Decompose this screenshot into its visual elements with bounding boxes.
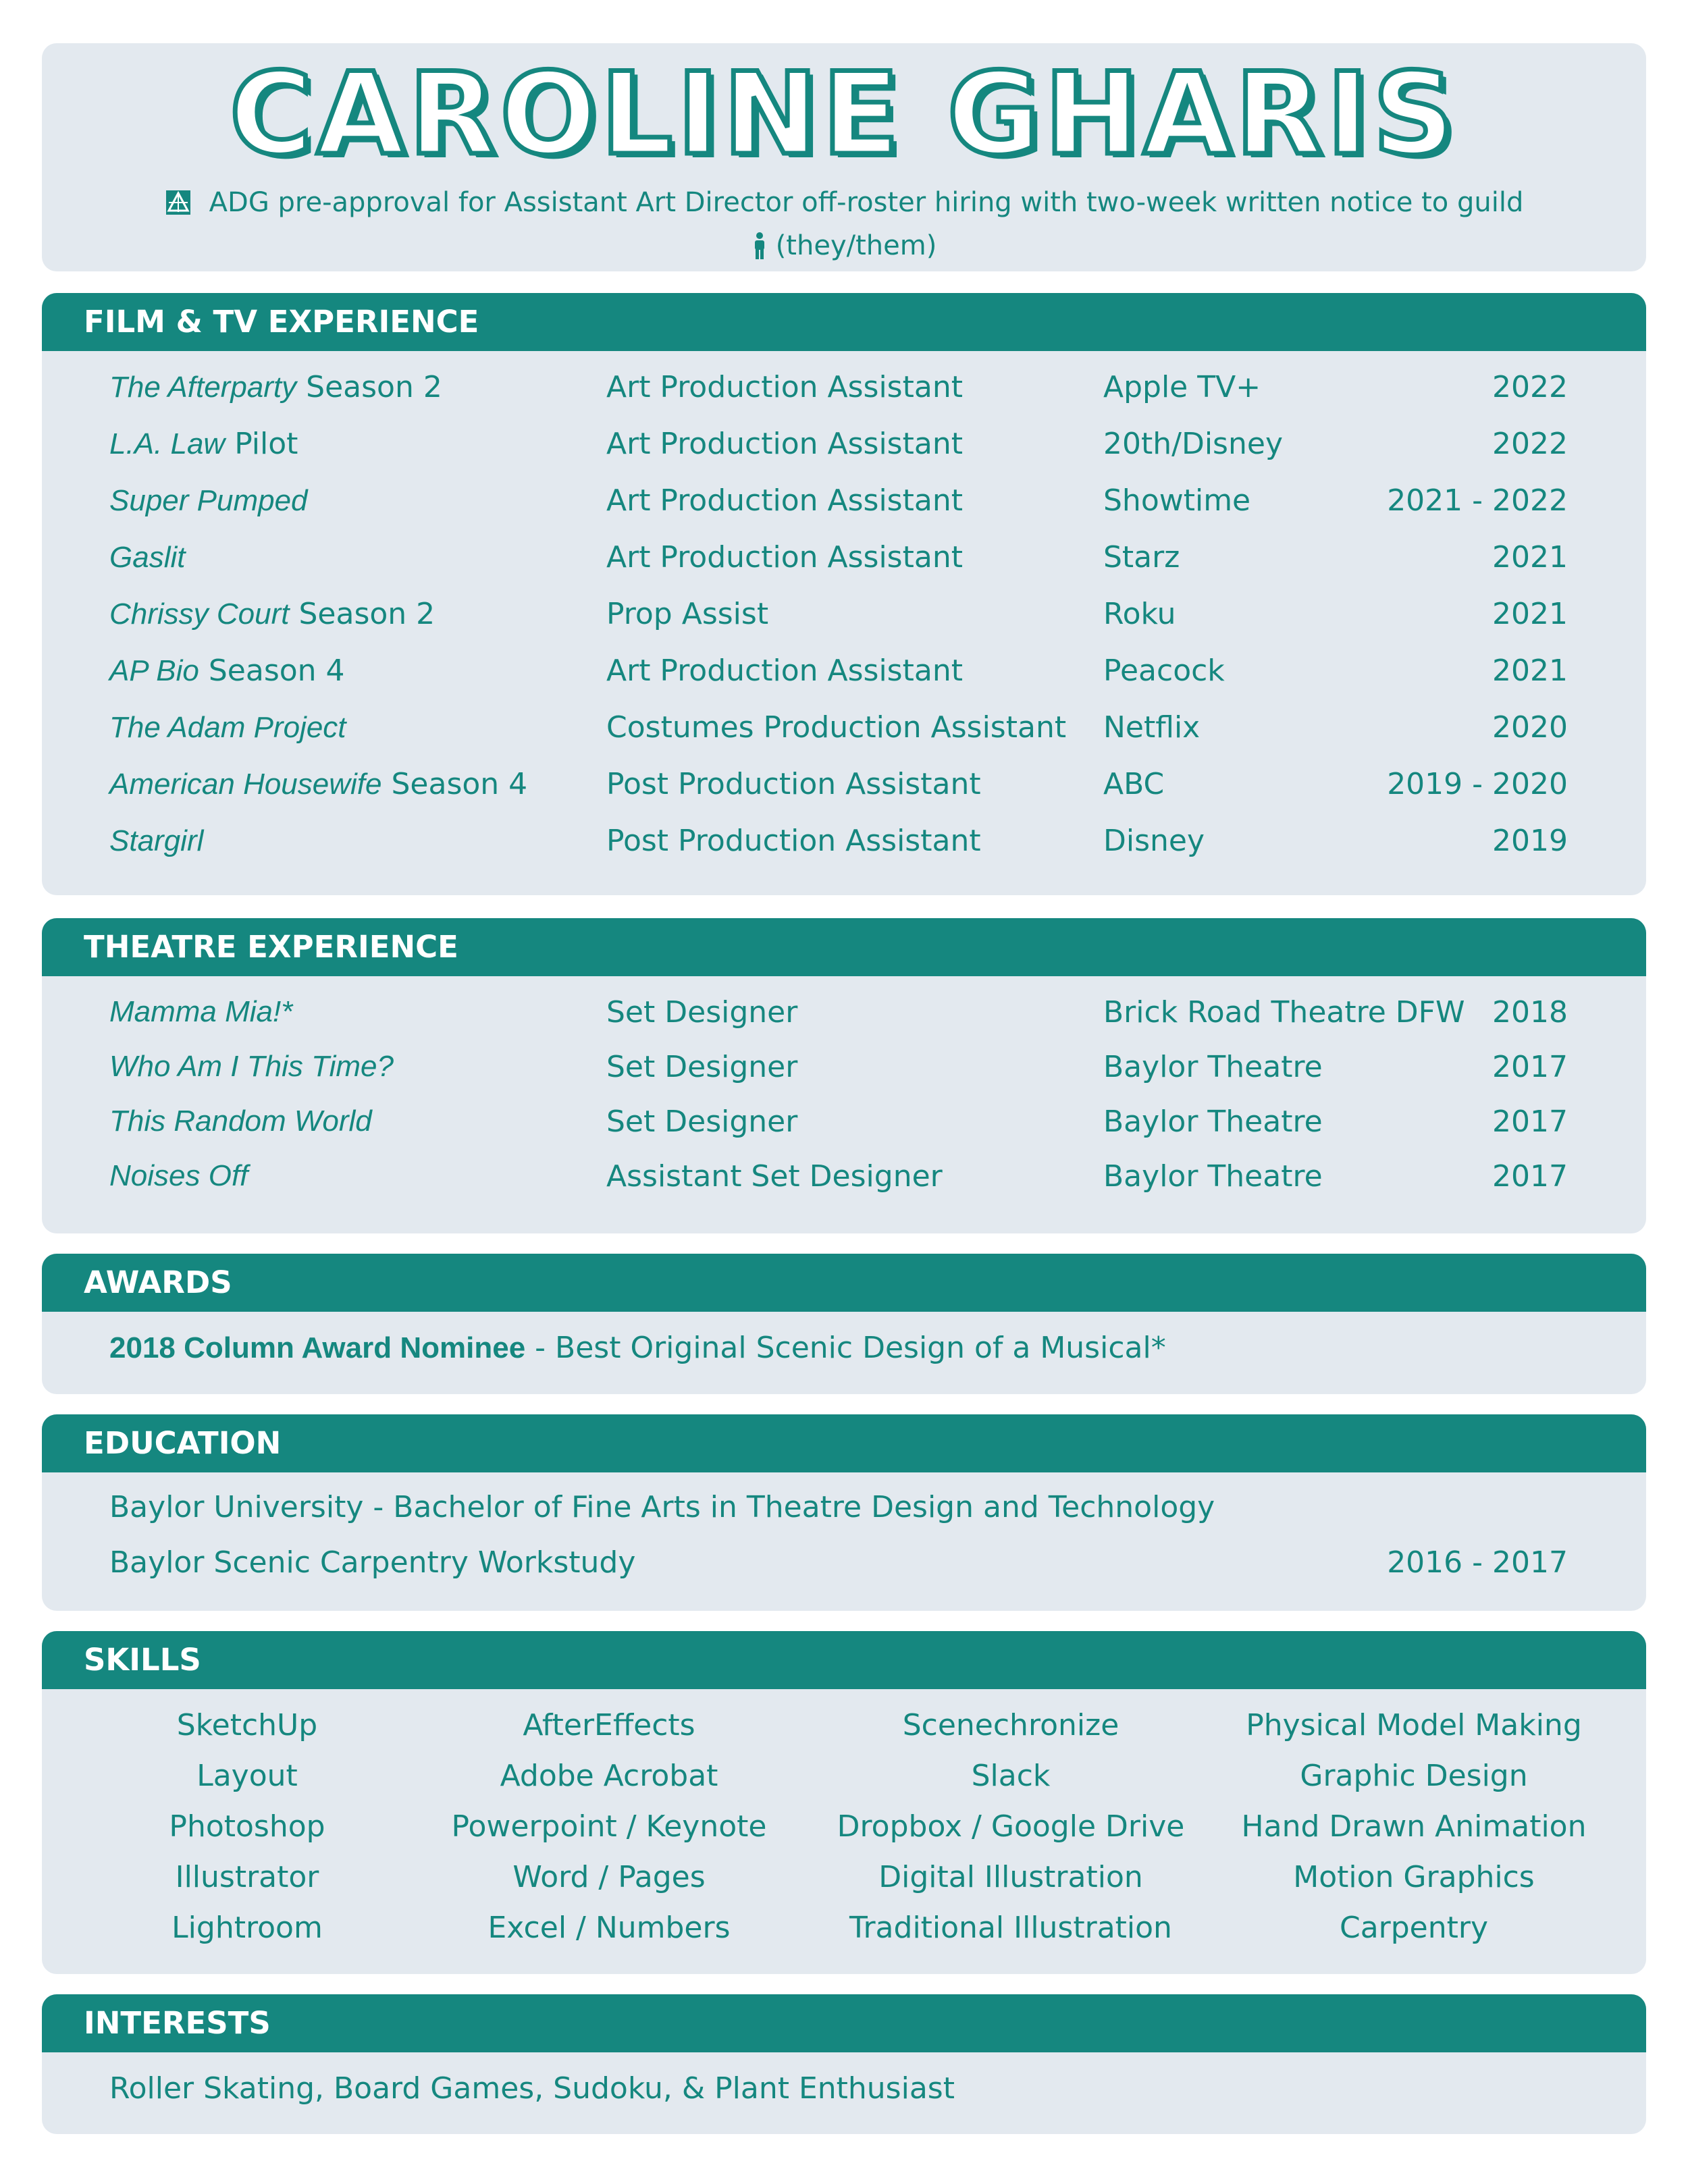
- show-role: Costumes Production Assistant: [606, 710, 1067, 745]
- film-tv-heading: FILM & TV EXPERIENCE: [42, 293, 1646, 351]
- show-title: Stargirl: [109, 824, 204, 857]
- skill-item: Carpentry: [1339, 1911, 1489, 1945]
- show-title: The Adam Project: [109, 711, 346, 744]
- show-network: Netflix: [1103, 710, 1201, 745]
- show-network: Roku: [1103, 597, 1176, 631]
- table-row: [42, 757, 1646, 814]
- skill-item: SketchUp: [176, 1708, 318, 1742]
- show-year: 2021 - 2022: [1387, 483, 1568, 518]
- show-role: Art Production Assistant: [606, 483, 963, 518]
- skill-item: Graphic Design: [1300, 1759, 1528, 1793]
- theatre-list: [42, 976, 1646, 1204]
- show-season: Pilot: [225, 427, 298, 461]
- show-role: Prop Assist: [606, 597, 769, 631]
- production-year: 2017: [1492, 1050, 1568, 1084]
- table-row: [42, 1040, 1646, 1095]
- skill-item: Powerpoint / Keynote: [451, 1809, 767, 1844]
- show-season: Season 2: [289, 597, 436, 631]
- skill-item: Adobe Acrobat: [500, 1759, 718, 1793]
- production-title: Who Am I This Time?: [109, 1050, 394, 1083]
- show-network: ABC: [1103, 767, 1165, 801]
- show-role: Post Production Assistant: [606, 767, 981, 801]
- show-role: Art Production Assistant: [606, 370, 963, 404]
- show-role: Art Production Assistant: [606, 540, 963, 575]
- production-year: 2017: [1492, 1104, 1568, 1139]
- show-title-cell: [109, 483, 308, 518]
- table-row: [42, 361, 1646, 417]
- show-title: Super Pumped: [109, 484, 308, 517]
- show-role: Art Production Assistant: [606, 654, 963, 688]
- show-season: Season 2: [296, 370, 442, 404]
- award-detail: - Best Original Scenic Design of a Musical*: [525, 1331, 1166, 1365]
- education-heading: EDUCATION: [42, 1414, 1646, 1472]
- show-title-cell: [109, 654, 345, 688]
- show-year: 2021: [1492, 540, 1568, 575]
- show-title-cell: [109, 427, 298, 461]
- skill-item: Traditional Illustration: [849, 1911, 1172, 1945]
- skills-heading: SKILLS: [42, 1631, 1646, 1689]
- show-network: 20th/Disney: [1103, 427, 1283, 461]
- pronouns-text: (they/them): [775, 230, 937, 261]
- skill-item: Lightroom: [172, 1911, 323, 1945]
- table-row: [42, 814, 1646, 871]
- interests-section: [42, 1994, 1646, 2134]
- candidate-name: CAROLINE GHARIS: [229, 48, 1459, 180]
- show-title-cell: [109, 597, 435, 631]
- award-line: [42, 1312, 1646, 1365]
- show-network: Peacock: [1103, 654, 1225, 688]
- show-title: Gaslit: [109, 541, 186, 574]
- film-tv-section: [42, 293, 1646, 895]
- skill-item: Hand Drawn Animation: [1241, 1809, 1587, 1844]
- show-title-cell: [109, 824, 203, 858]
- skills-section: [42, 1631, 1646, 1974]
- skill-item: Scenechronize: [902, 1708, 1119, 1742]
- skills-grid: [42, 1689, 1646, 1953]
- production-role: Set Designer: [606, 1104, 798, 1139]
- show-season: Season 4: [199, 654, 345, 688]
- skill-item: Dropbox / Google Drive: [837, 1809, 1185, 1844]
- show-network: Disney: [1103, 824, 1205, 858]
- person-icon: [751, 232, 768, 260]
- show-season: Season 4: [381, 767, 528, 801]
- header-card: [42, 43, 1646, 271]
- show-year: 2019 - 2020: [1387, 767, 1568, 801]
- production-venue: Brick Road Theatre DFW: [1103, 995, 1465, 1030]
- awards-section: [42, 1254, 1646, 1394]
- production-title: Mamma Mia!*: [109, 995, 293, 1028]
- production-year: 2018: [1492, 995, 1568, 1030]
- interests-text: Roller Skating, Board Games, Sudoku, & Plant Enthusiast: [109, 2071, 955, 2106]
- show-role: Art Production Assistant: [606, 427, 963, 461]
- show-title-cell: [109, 710, 346, 745]
- production-role: Set Designer: [606, 1050, 798, 1084]
- production-venue: Baylor Theatre: [1103, 1159, 1323, 1194]
- skill-item: Layout: [196, 1759, 298, 1793]
- production-role: Assistant Set Designer: [606, 1159, 943, 1194]
- film-tv-list: [42, 351, 1646, 871]
- education-line: [42, 1545, 1646, 1601]
- skill-item: Slack: [971, 1759, 1051, 1793]
- show-title: American Housewife: [109, 768, 382, 801]
- pronouns: [42, 225, 1646, 266]
- interests-line: [42, 2052, 1646, 2106]
- theatre-heading: THEATRE EXPERIENCE: [42, 918, 1646, 976]
- production-role: Set Designer: [606, 995, 798, 1030]
- show-role: Post Production Assistant: [606, 824, 981, 858]
- skill-item: Word / Pages: [512, 1860, 706, 1894]
- show-title-cell: [109, 767, 527, 801]
- table-row: [42, 701, 1646, 757]
- production-venue: Baylor Theatre: [1103, 1050, 1323, 1084]
- show-title-cell: [109, 370, 442, 404]
- education-degree: Baylor University - Bachelor of Fine Arts in Theatre Design and Technology: [109, 1490, 1215, 1524]
- skill-item: Illustrator: [175, 1860, 319, 1894]
- show-year: 2021: [1492, 654, 1568, 688]
- table-row: [42, 531, 1646, 587]
- show-network: Apple TV+: [1103, 370, 1261, 404]
- show-title: The Afterparty: [109, 371, 297, 404]
- table-row: [42, 986, 1646, 1040]
- show-year: 2020: [1492, 710, 1568, 745]
- show-year: 2019: [1492, 824, 1568, 858]
- guild-note-text: ADG pre-approval for Assistant Art Director off-roster hiring with two-week written notice to guild: [209, 187, 1524, 218]
- skill-item: Excel / Numbers: [487, 1911, 731, 1945]
- award-name: 2018 Column Award Nominee: [109, 1331, 526, 1364]
- production-venue: Baylor Theatre: [1103, 1104, 1323, 1139]
- show-title: Chrissy Court: [109, 597, 290, 631]
- theatre-section: [42, 918, 1646, 1233]
- show-network: Showtime: [1103, 483, 1251, 518]
- show-year: 2022: [1492, 370, 1568, 404]
- skill-item: Photoshop: [169, 1809, 325, 1844]
- skill-item: Digital Illustration: [878, 1860, 1143, 1894]
- skill-item: AfterEffects: [523, 1708, 695, 1742]
- show-year: 2021: [1492, 597, 1568, 631]
- production-title: Noises Off: [109, 1159, 248, 1192]
- table-row: [42, 1150, 1646, 1204]
- show-year: 2022: [1492, 427, 1568, 461]
- education-section: [42, 1414, 1646, 1611]
- interests-heading: INTERESTS: [42, 1994, 1646, 2052]
- table-row: [42, 417, 1646, 474]
- education-workstudy: Baylor Scenic Carpentry Workstudy: [109, 1545, 636, 1580]
- production-title: This Random World: [109, 1104, 372, 1138]
- adg-logo-icon: [165, 189, 192, 216]
- production-year: 2017: [1492, 1159, 1568, 1194]
- show-title-cell: [109, 540, 185, 575]
- awards-heading: AWARDS: [42, 1254, 1646, 1312]
- skill-item: Physical Model Making: [1246, 1708, 1582, 1742]
- show-title: AP Bio: [109, 654, 199, 687]
- show-network: Starz: [1103, 540, 1180, 575]
- guild-note: [42, 182, 1646, 223]
- skill-item: Motion Graphics: [1293, 1860, 1535, 1894]
- table-row: [42, 1095, 1646, 1150]
- show-title: L.A. Law: [109, 427, 226, 460]
- table-row: [42, 644, 1646, 701]
- education-line: [42, 1472, 1646, 1545]
- education-date: 2016 - 2017: [1387, 1545, 1568, 1580]
- table-row: [42, 587, 1646, 644]
- table-row: [42, 474, 1646, 531]
